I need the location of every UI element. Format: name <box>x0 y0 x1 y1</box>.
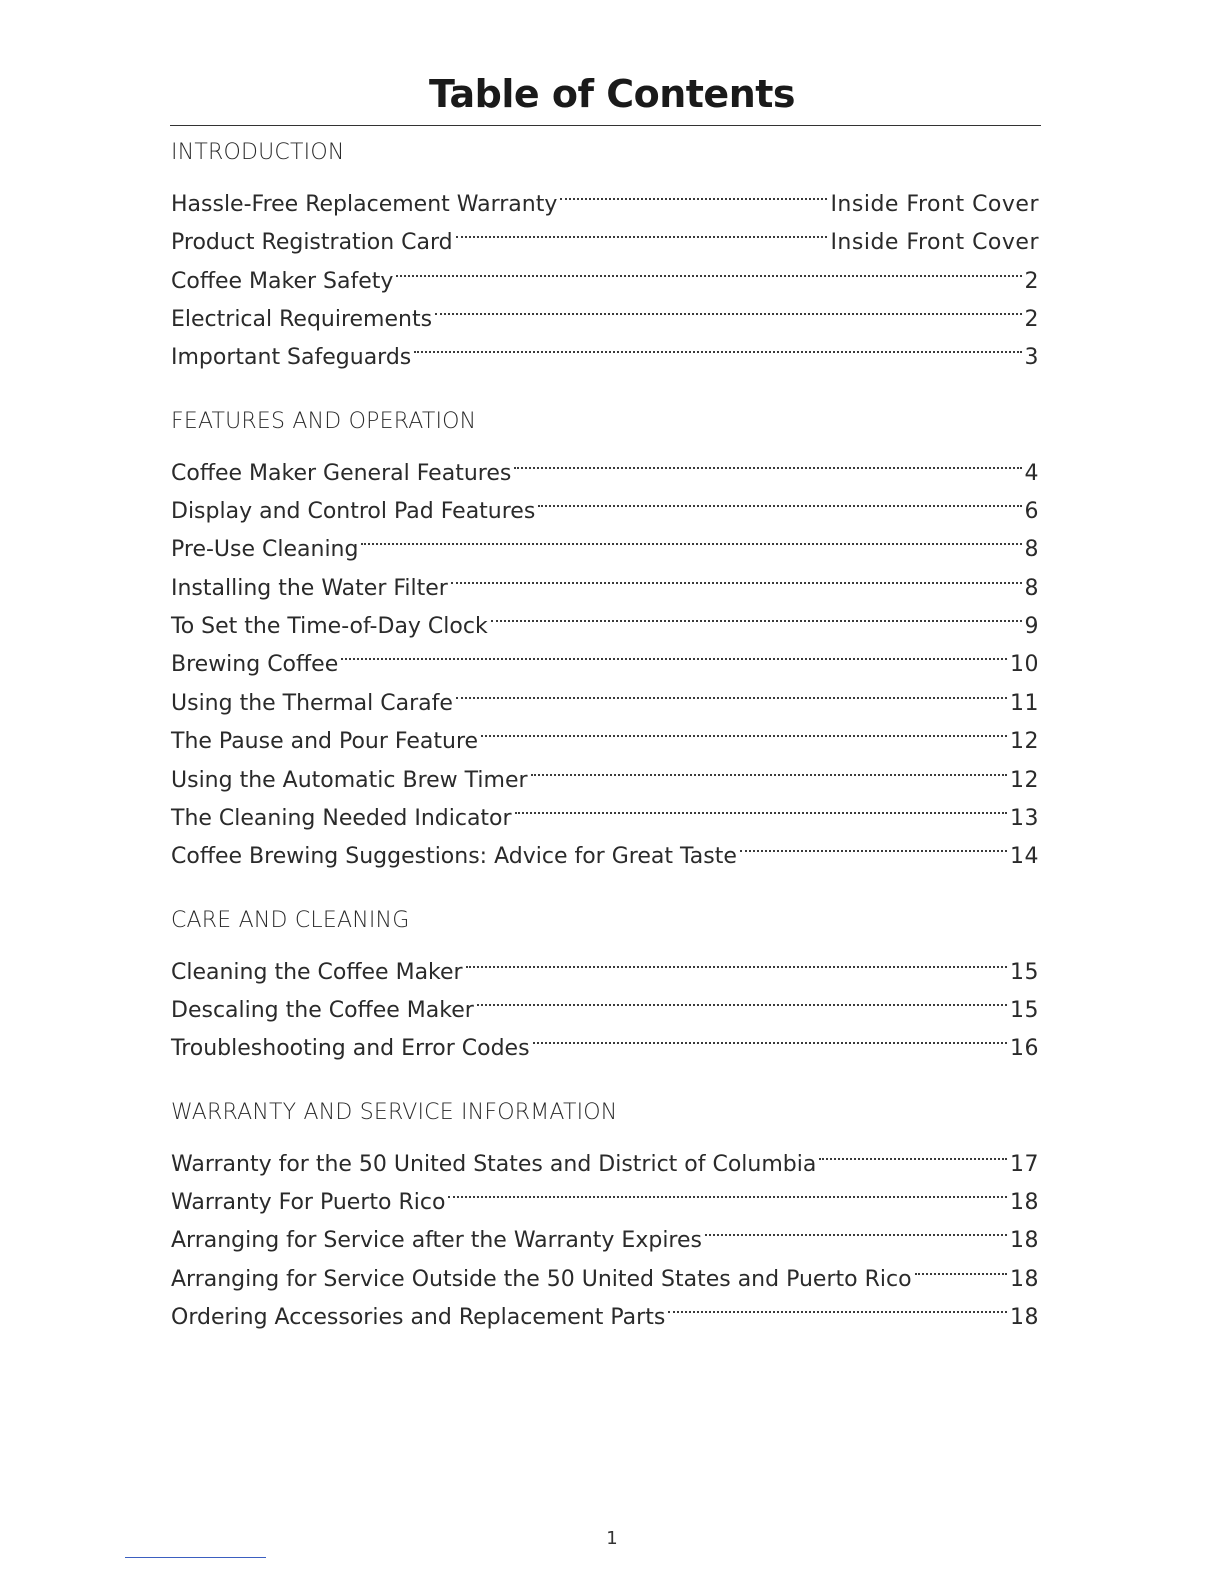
entry-page-number: 8 <box>1024 575 1039 601</box>
entry-page-number: 14 <box>1010 844 1039 870</box>
toc-entry[interactable] <box>171 441 1039 486</box>
entry-title: Cleaning the Coffee Maker <box>171 959 463 985</box>
entry-page-number: 9 <box>1024 614 1039 640</box>
entry-title: Electrical Requirements <box>171 306 433 332</box>
entry-title: Arranging for Service Outside the 50 United States and Puerto Rico <box>171 1266 912 1292</box>
section-heading: INTRODUCTION <box>171 140 345 165</box>
dot-leader <box>435 288 1021 326</box>
entry-title: To Set the Time-of-Day Clock <box>171 614 488 640</box>
entry-page-number: 3 <box>1024 345 1039 371</box>
dot-leader <box>560 172 827 210</box>
entry-page-number: 16 <box>1010 1036 1039 1062</box>
entry-page-number: 15 <box>1010 997 1039 1023</box>
toc-entry[interactable] <box>171 172 1039 217</box>
entry-page-number: Inside Front Cover <box>830 191 1039 217</box>
entry-page-number: 18 <box>1010 1305 1039 1331</box>
dot-leader <box>456 671 1007 709</box>
entry-page-number: Inside Front Cover <box>830 230 1039 256</box>
dot-leader <box>533 1017 1007 1055</box>
entry-title: Arranging for Service after the Warranty Expires <box>171 1228 702 1254</box>
entry-page-number: 13 <box>1010 806 1039 832</box>
entry-page-number: 10 <box>1010 652 1039 678</box>
entry-page-number: 8 <box>1024 537 1039 563</box>
dot-leader <box>361 518 1021 556</box>
dot-leader <box>396 249 1021 287</box>
toc-entry[interactable] <box>171 940 1039 985</box>
entry-title: Installing the Water Filter <box>171 575 448 601</box>
entry-title: Ordering Accessories and Replacement Parts <box>171 1305 666 1331</box>
dot-leader <box>705 1209 1007 1247</box>
entry-page-number: 15 <box>1010 959 1039 985</box>
entry-page-number: 11 <box>1010 690 1039 716</box>
entry-page-number: 2 <box>1024 268 1039 294</box>
dot-leader <box>668 1286 1007 1324</box>
entry-title: Coffee Maker General Features <box>171 460 512 486</box>
dot-leader <box>451 556 1022 594</box>
footer-rule <box>125 1557 266 1558</box>
dot-leader <box>740 825 1007 863</box>
entry-page-number: 6 <box>1024 498 1039 524</box>
entry-title: Using the Thermal Carafe <box>171 690 453 716</box>
entry-page-number: 12 <box>1010 767 1039 793</box>
dot-leader <box>538 480 1021 518</box>
dot-leader <box>514 441 1021 479</box>
dot-leader <box>466 940 1007 978</box>
entry-title: The Pause and Pour Feature <box>171 729 479 755</box>
dot-leader <box>491 595 1022 633</box>
table-of-contents <box>171 134 1039 1331</box>
page-title: Table of Contents <box>428 72 796 116</box>
dot-leader <box>414 326 1021 364</box>
dot-leader <box>456 211 828 249</box>
dot-leader <box>481 710 1007 748</box>
entry-page-number: 4 <box>1024 460 1039 486</box>
entry-title: Coffee Brewing Suggestions: Advice for Great Taste <box>171 844 737 870</box>
dot-leader <box>531 748 1007 786</box>
entry-title: Important Safeguards <box>171 345 412 371</box>
entry-title: The Cleaning Needed Indicator <box>171 806 512 832</box>
entry-title: Coffee Maker Safety <box>171 268 394 294</box>
entry-title: Warranty For Puerto Rico <box>171 1189 446 1215</box>
section-heading: CARE AND CLEANING <box>171 907 410 933</box>
entry-title: Display and Control Pad Features <box>171 498 536 524</box>
toc-section-features-and-operation <box>171 403 1039 870</box>
section-heading: FEATURES AND OPERATION <box>171 408 477 434</box>
entry-page-number: 17 <box>1010 1151 1039 1177</box>
entry-page-number: 2 <box>1024 306 1039 332</box>
dot-leader <box>515 787 1007 825</box>
entry-title: Troubleshooting and Error Codes <box>171 1036 530 1062</box>
dot-leader <box>341 633 1007 671</box>
entry-title: Using the Automatic Brew Timer <box>171 767 528 793</box>
entry-title: Pre-Use Cleaning <box>171 537 359 563</box>
toc-section-care-and-cleaning <box>171 902 1039 1062</box>
section-heading: WARRANTY AND SERVICE INFORMATION <box>171 1099 618 1125</box>
entry-title: Descaling the Coffee Maker <box>171 997 474 1023</box>
toc-section-introduction <box>171 134 1039 371</box>
dot-leader <box>477 979 1007 1017</box>
toc-entry[interactable] <box>171 1132 1039 1177</box>
dot-leader <box>448 1171 1007 1209</box>
entry-page-number: 18 <box>1010 1228 1039 1254</box>
entry-page-number: 18 <box>1010 1189 1039 1215</box>
toc-section-warranty-and-service <box>171 1094 1039 1331</box>
title-divider <box>170 125 1041 126</box>
entry-title: Brewing Coffee <box>171 652 339 678</box>
dot-leader <box>915 1247 1007 1285</box>
page-number: 1 <box>606 1528 618 1549</box>
entry-title: Product Registration Card <box>171 230 453 256</box>
entry-title: Warranty for the 50 United States and District of Columbia <box>171 1151 817 1177</box>
entry-page-number: 12 <box>1010 729 1039 755</box>
entry-page-number: 18 <box>1010 1266 1039 1292</box>
dot-leader <box>819 1132 1007 1170</box>
entry-title: Hassle-Free Replacement Warranty <box>171 191 558 217</box>
